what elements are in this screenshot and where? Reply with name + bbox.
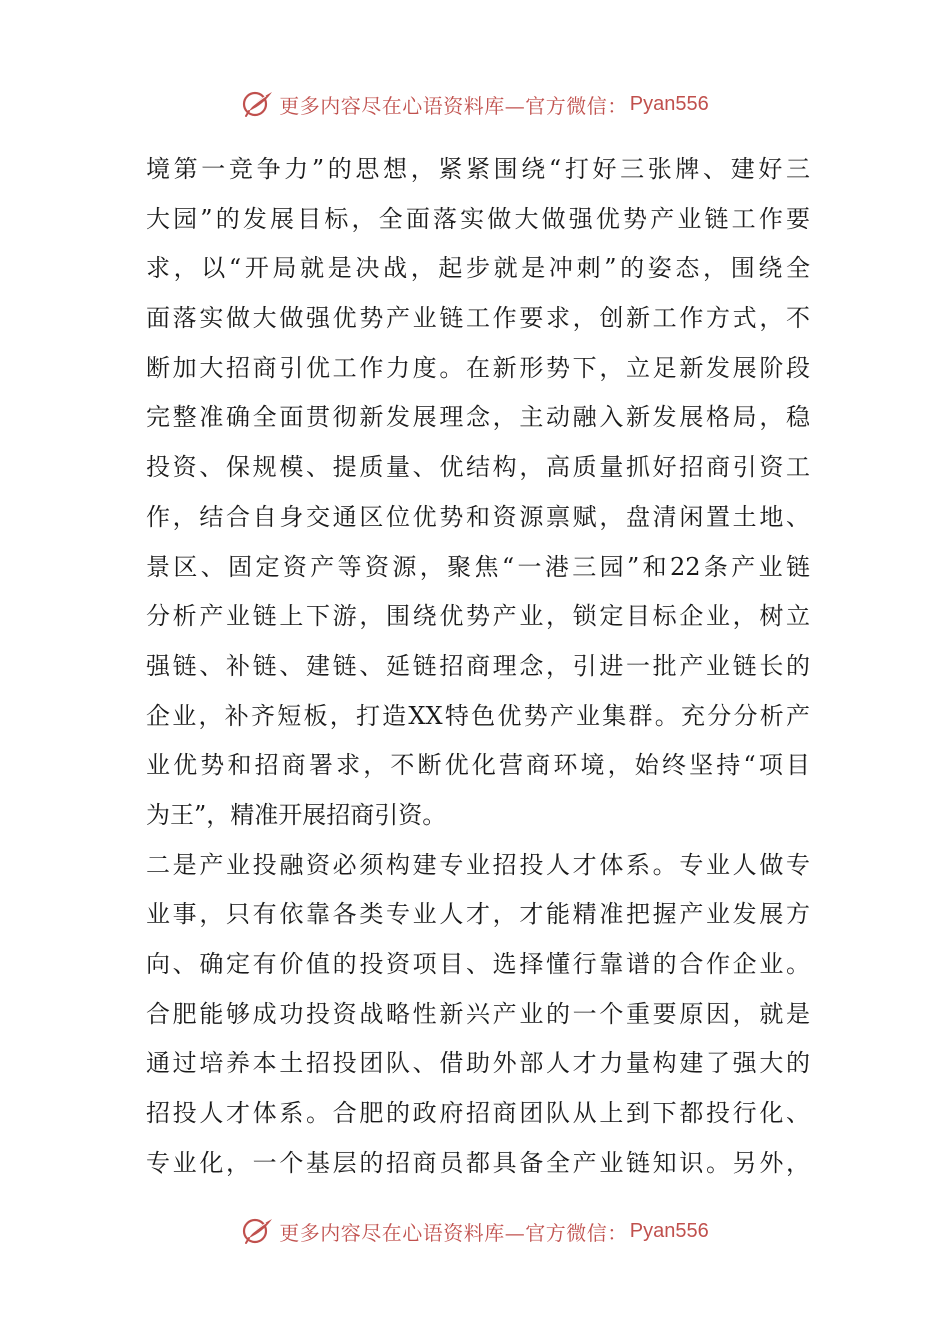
header-banner — [0, 84, 950, 124]
document-body — [146, 145, 810, 1188]
wechat-id: Pyan556 — [629, 92, 709, 115]
text-line: 作，结合自身交通区位优势和资源禀赋，盘清闲置土地、 — [146, 502, 810, 531]
banner-text: 更多内容尽在心语资料库—官方微信： — [279, 1220, 628, 1245]
text-line: 面落实做大做强优势产业链工作要求，创新工作方式，不 — [146, 304, 810, 333]
text-line: 为王”，精准开展招商引资。 — [146, 800, 447, 829]
footer-banner — [0, 1211, 950, 1251]
text-line: 向、确定有价值的投资项目、选择懂行靠谱的合作企业。 — [146, 950, 810, 978]
text-line: 二是产业投融资必须构建专业招投人才体系。专业人做专 — [146, 850, 810, 879]
banner-text: 更多内容尽在心语资料库—官方微信： — [279, 93, 628, 118]
text-line: 业优势和招商署求，不断优化营商环境，始终坚持“项目 — [146, 751, 810, 780]
text-line: 强链、补链、建链、延链招商理念，引进一批产业链长的 — [146, 651, 810, 680]
text-line: 投资、保规模、提质量、优结构，高质量抓好招商引资工 — [146, 453, 810, 482]
text-line: 业事，只有依靠各类专业人才，才能精准把握产业发展方 — [146, 900, 810, 929]
text-line: 招投人才体系。合肥的政府招商团队从上到下都投行化、 — [146, 1099, 810, 1128]
text-line: 企业，补齐短板，打造XX特色优势产业集群。充分分析产 — [146, 701, 810, 730]
quill-pen-logo-icon — [241, 89, 275, 119]
text-line: 完整准确全面贯彻新发展理念，主动融入新发展格局，稳 — [146, 403, 810, 432]
text-line: 分析产业链上下游，围绕优势产业，锁定目标企业，树立 — [146, 602, 810, 631]
quill-pen-logo-icon — [241, 1216, 275, 1246]
text-line: 境第一竞争力”的思想，紧紧围绕“打好三张牌、建好三 — [146, 155, 810, 183]
text-line: 大园”的发展目标，全面落实做大做强优势产业链工作要 — [146, 204, 810, 233]
text-line: 通过培养本土招投团队、借助外部人才力量构建了强大的 — [146, 1049, 810, 1078]
text-line: 专业化，一个基层的招商员都具备全产业链知识。另外， — [146, 1148, 810, 1177]
text-line: 景区、固定资产等资源，聚焦“一港三园”和22条产业链 — [146, 552, 810, 581]
text-line: 求，以“开局就是决战，起步就是冲刺”的姿态，围绕全 — [146, 254, 810, 283]
wechat-id: Pyan556 — [629, 1219, 709, 1242]
text-line: 断加大招商引优工作力度。在新形势下，立足新发展阶段 — [146, 353, 810, 382]
text-line: 合肥能够成功投资战略性新兴产业的一个重要原因，就是 — [146, 999, 810, 1028]
